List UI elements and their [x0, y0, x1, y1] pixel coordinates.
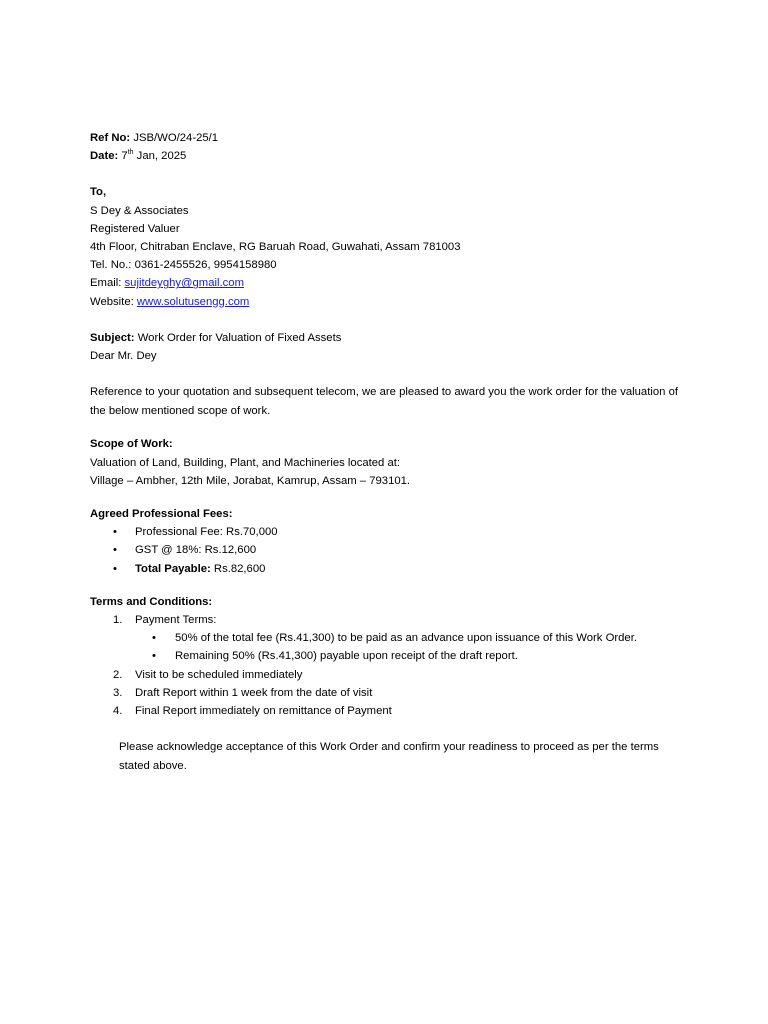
fee-item-professional: [90, 523, 678, 541]
term-number: 4.: [113, 705, 123, 718]
term-number: 1.: [113, 614, 123, 627]
ref-value: JSB/WO/24-25/1: [133, 132, 219, 144]
payment-sub-item-2: [90, 647, 678, 665]
fee-gst-text: GST @ 18%: Rs.12,600: [135, 544, 257, 557]
payment-sub-text: Remaining 50% (Rs.41,300) payable upon receipt of the draft report.: [175, 650, 518, 663]
recipient-name: S Dey & Associates: [90, 204, 189, 217]
subject-value: Work Order for Valuation of Fixed Assets: [137, 331, 342, 344]
fees-heading: Agreed Professional Fees:: [90, 508, 233, 521]
term-number: 3.: [113, 686, 123, 699]
subject-line: [90, 329, 678, 347]
term-item-4: [90, 702, 678, 720]
term-text: Draft Report within 1 week from the date of visit: [135, 686, 373, 699]
fee-professional-text: Professional Fee: Rs.70,000: [135, 526, 278, 539]
bullet-marker: •: [113, 526, 117, 539]
bullet-marker: •: [113, 544, 117, 557]
payment-sub-text: 50% of the total fee (Rs.41,300) to be paid as an advance upon issuance of this Work Order.: [175, 632, 637, 645]
date-rest: Jan, 2025: [136, 150, 187, 163]
website-link[interactable]: www.solutusengg.com: [136, 295, 250, 308]
terms-heading: Terms and Conditions:: [90, 595, 213, 608]
fee-item-total: [90, 560, 678, 578]
bullet-marker: •: [152, 632, 156, 645]
recipient-address: 4th Floor, Chitraban Enclave, RG Baruah Road, Guwahati, Assam 781003: [90, 241, 461, 254]
email-link[interactable]: sujitdeyghy@gmail.com: [124, 277, 244, 290]
recipient-website-line: [90, 293, 678, 311]
term-text: Final Report immediately on remittance of Payment: [135, 705, 392, 718]
email-label: Email:: [90, 277, 122, 290]
recipient-email-line: [90, 274, 678, 292]
salutation: Dear Mr. Dey: [90, 350, 157, 363]
scope-line-1: Valuation of Land, Building, Plant, and Machineries located at:: [90, 456, 401, 469]
intro-paragraph: Reference to your quotation and subsequent telecom, we are pleased to award you the work order for the valuation of the below mentioned scope of work.: [90, 386, 678, 417]
subject-label: Subject:: [90, 331, 135, 344]
term-number: 2.: [113, 668, 123, 681]
term-item-1: [90, 611, 678, 629]
term-text: Visit to be scheduled immediately: [135, 668, 303, 681]
date-day: 7: [121, 150, 128, 163]
date-suffix: th: [127, 149, 134, 157]
bullet-marker: •: [152, 650, 156, 663]
to-label: To,: [90, 186, 107, 199]
website-label: Website:: [90, 295, 134, 308]
closing-paragraph: Please acknowledge acceptance of this Work Order and confirm your readiness to proceed as per the terms stated above.: [119, 741, 659, 773]
ref-line: [90, 129, 678, 147]
fee-total-value: Rs.82,600: [213, 562, 266, 575]
scope-line-2: Village – Ambher, 12th Mile, Jorabat, Kamrup, Assam – 793101.: [90, 474, 411, 487]
payment-sub-item-1: [90, 629, 678, 647]
date-line: [90, 147, 678, 165]
date-label: Date:: [90, 150, 119, 163]
term-item-3: [90, 684, 678, 702]
recipient-role: Registered Valuer: [90, 222, 180, 235]
term-item-2: [90, 666, 678, 684]
ref-label: Ref No:: [90, 132, 131, 144]
fee-total-label: Total Payable:: [135, 562, 211, 575]
scope-heading: Scope of Work:: [90, 438, 173, 451]
work-order-letter: [90, 129, 678, 776]
recipient-tel: Tel. No.: 0361-2455526, 9954158980: [90, 259, 277, 272]
fee-item-gst: [90, 541, 678, 559]
term-text: Payment Terms:: [135, 614, 217, 627]
bullet-marker: •: [113, 562, 117, 575]
